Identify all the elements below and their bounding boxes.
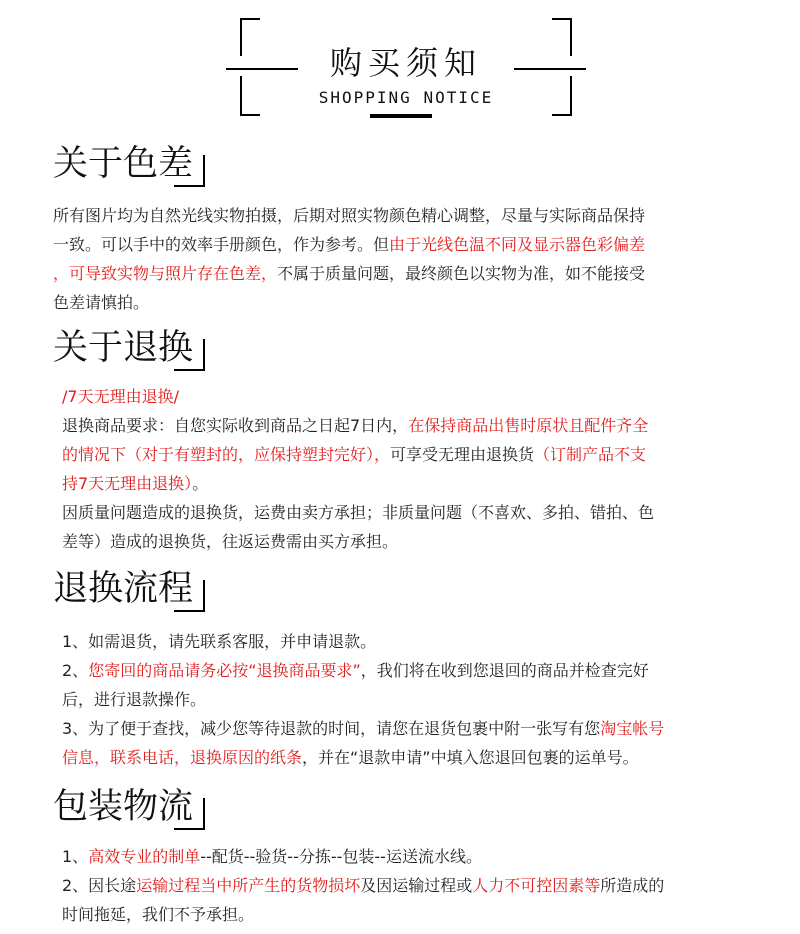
header-accent-bar [370,114,432,118]
color-line-2 [53,230,645,259]
process-text: ，我们将在收到您退回的商品并检查完好 [360,661,649,680]
process-highlight: 您寄回的商品请务必按“退换商品要求” [88,661,361,680]
logistics-text: 及因运输过程或 [360,876,473,895]
header-frame-bottom-right [552,114,572,116]
header-frame-top-left [240,18,260,20]
exchange-highlight: 的情况下（对于有塑封的，应保持塑封完好）， [62,445,391,464]
logistics-text: 所造成的 [600,876,665,895]
exchange-highlight: （订制产品不支 [534,445,647,464]
section-logistics-body [62,842,664,929]
logistics-step-2 [62,871,664,900]
section-bracket [203,155,205,187]
logistics-text: 1、 [62,847,89,866]
process-text: 2、 [62,661,89,680]
section-bracket-base [174,369,205,371]
header-frame-bottom-left [240,114,260,116]
process-highlight: 信息，联系电话，退换原因的纸条 [62,748,303,767]
notice-header [240,18,572,116]
process-step-2 [62,656,664,685]
process-highlight: 淘宝帐号 [600,719,665,738]
color-text: 不属于质量问题，最终颜色以实物为准，如不能接受 [277,264,646,283]
section-title-process: 退换流程 [53,569,194,609]
section-color-body [53,201,645,317]
section-bracket [203,339,205,371]
header-frame-top-right [552,18,572,20]
logistics-step-2-cont: 时间拖延，我们不予承担。 [62,905,255,924]
exchange-line-1 [62,411,654,440]
process-step-3-cont [62,743,664,772]
color-highlight: ，可导致实物与照片存在色差， [53,264,278,283]
process-step-3 [62,714,664,743]
section-title-logistics: 包装物流 [53,787,194,827]
exchange-text: 可享受无理由退换货 [390,445,535,464]
section-title-color: 关于色差 [53,144,194,184]
logistics-step-1 [62,842,664,871]
section-bracket-base [174,828,205,830]
exchange-line-5: 差等）造成的退换货，往返运费需由买方承担。 [62,532,399,551]
exchange-line-2 [62,440,654,469]
color-highlight: 由于光线色温不同及显示器色彩偏差 [389,235,646,254]
exchange-line-3 [62,469,654,498]
exchange-highlight: 在保持商品出售时原状且配件齐全 [408,416,649,435]
exchange-text: 退换商品要求：自您实际收到商品之日起7日内， [62,416,409,435]
section-exchange-body [62,382,654,556]
color-text: 一致。可以手中的效率手册颜色，作为参考。但 [53,235,390,254]
section-bracket-base [174,610,205,612]
logistics-text: --配货--验货--分拣--包装--运送流水线。 [200,847,482,866]
exchange-line-4: 因质量问题造成的退换货，运费由卖方承担；非质量问题（不喜欢、多拍、错拍、色 [62,503,655,522]
header-title: 购买须知 [329,44,482,82]
section-bracket [203,580,205,612]
exchange-highlight: 持7天无理由退换） [62,474,193,493]
header-subtitle: SHOPPING NOTICE [318,88,494,107]
section-title-exchange: 关于退换 [53,328,194,368]
logistics-text: 2、因长途 [62,876,137,895]
process-text: ，并在“退款申请”中填入您退回包裹的运单号。 [302,748,639,767]
section-bracket-base [174,185,205,187]
exchange-text: 。 [192,474,209,493]
section-process-body [62,627,664,772]
process-text: 3、为了便于查找，减少您等待退款的时间，请您在退货包裹中附一张写有您 [62,719,601,738]
section-bracket [203,798,205,830]
logistics-highlight: 高效专业的制单 [88,847,201,866]
logistics-highlight: 人力不可控因素等 [472,876,601,895]
color-line-1: 所有图片均为自然光线实物拍摄，后期对照实物颜色精心调整，尽量与实际商品保持 [53,206,646,225]
logistics-highlight: 运输过程当中所产生的货物损坏 [136,876,361,895]
exchange-tag: /7天无理由退换/ [62,387,179,406]
color-line-4: 色差请慎拍。 [53,293,150,312]
color-line-3 [53,259,645,288]
process-step-2-cont: 后，进行退款操作。 [62,690,207,709]
process-step-1: 1、如需退货，请先联系客服，并申请退款。 [62,632,377,651]
